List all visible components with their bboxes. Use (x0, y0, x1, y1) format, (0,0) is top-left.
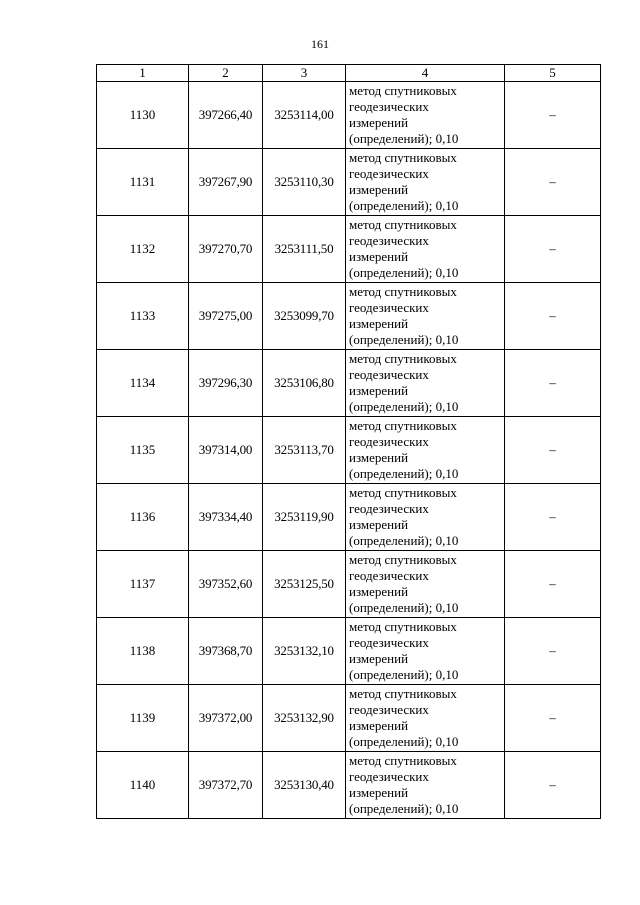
x-coordinate-cell: 397372,00 (189, 685, 263, 752)
x-coordinate-cell: 397267,90 (189, 149, 263, 216)
x-coordinate-cell: 397266,40 (189, 82, 263, 149)
table-row (97, 417, 601, 484)
x-coordinate-cell: 397275,00 (189, 283, 263, 350)
table-row (97, 551, 601, 618)
page-number: 161 (311, 37, 329, 51)
y-coordinate-cell: 3253130,40 (263, 752, 346, 819)
note-cell: – (505, 752, 601, 819)
y-coordinate-cell: 3253110,30 (263, 149, 346, 216)
method-cell: метод спутниковых геодезических измерений (определений); 0,10 (346, 752, 505, 819)
table-header-row (97, 65, 601, 82)
method-cell: метод спутниковых геодезических измерений (определений); 0,10 (346, 417, 505, 484)
table-row (97, 149, 601, 216)
table-row (97, 82, 601, 149)
x-coordinate-cell: 397270,70 (189, 216, 263, 283)
point-number-cell: 1136 (97, 484, 189, 551)
method-cell: метод спутниковых геодезических измерений (определений); 0,10 (346, 350, 505, 417)
y-coordinate-cell: 3253113,70 (263, 417, 346, 484)
x-coordinate-cell: 397314,00 (189, 417, 263, 484)
y-coordinate-cell: 3253132,10 (263, 618, 346, 685)
x-coordinate-cell: 397296,30 (189, 350, 263, 417)
table-row (97, 685, 601, 752)
method-cell: метод спутниковых геодезических измерений (определений); 0,10 (346, 216, 505, 283)
point-number-cell: 1139 (97, 685, 189, 752)
column-header-1: 1 (97, 65, 189, 82)
note-cell: – (505, 350, 601, 417)
method-cell: метод спутниковых геодезических измерений (определений); 0,10 (346, 685, 505, 752)
point-number-cell: 1135 (97, 417, 189, 484)
point-number-cell: 1140 (97, 752, 189, 819)
table-row (97, 283, 601, 350)
point-number-cell: 1133 (97, 283, 189, 350)
method-cell: метод спутниковых геодезических измерений (определений); 0,10 (346, 283, 505, 350)
note-cell: – (505, 149, 601, 216)
table-row (97, 216, 601, 283)
point-number-cell: 1138 (97, 618, 189, 685)
note-cell: – (505, 618, 601, 685)
coordinates-table (96, 64, 601, 819)
note-cell: – (505, 417, 601, 484)
y-coordinate-cell: 3253099,70 (263, 283, 346, 350)
y-coordinate-cell: 3253114,00 (263, 82, 346, 149)
column-header-3: 3 (263, 65, 346, 82)
method-cell: метод спутниковых геодезических измерений (определений); 0,10 (346, 149, 505, 216)
column-header-5: 5 (505, 65, 601, 82)
x-coordinate-cell: 397352,60 (189, 551, 263, 618)
point-number-cell: 1131 (97, 149, 189, 216)
x-coordinate-cell: 397368,70 (189, 618, 263, 685)
table-row (97, 618, 601, 685)
note-cell: – (505, 484, 601, 551)
table-row (97, 484, 601, 551)
note-cell: – (505, 216, 601, 283)
point-number-cell: 1132 (97, 216, 189, 283)
point-number-cell: 1137 (97, 551, 189, 618)
note-cell: – (505, 551, 601, 618)
note-cell: – (505, 82, 601, 149)
table-row (97, 350, 601, 417)
point-number-cell: 1130 (97, 82, 189, 149)
column-header-4: 4 (346, 65, 505, 82)
table-row (97, 752, 601, 819)
table-body (97, 82, 601, 819)
y-coordinate-cell: 3253132,90 (263, 685, 346, 752)
note-cell: – (505, 685, 601, 752)
x-coordinate-cell: 397334,40 (189, 484, 263, 551)
y-coordinate-cell: 3253111,50 (263, 216, 346, 283)
method-cell: метод спутниковых геодезических измерений (определений); 0,10 (346, 82, 505, 149)
point-number-cell: 1134 (97, 350, 189, 417)
y-coordinate-cell: 3253125,50 (263, 551, 346, 618)
method-cell: метод спутниковых геодезических измерений (определений); 0,10 (346, 551, 505, 618)
note-cell: – (505, 283, 601, 350)
column-header-2: 2 (189, 65, 263, 82)
x-coordinate-cell: 397372,70 (189, 752, 263, 819)
method-cell: метод спутниковых геодезических измерений (определений); 0,10 (346, 484, 505, 551)
y-coordinate-cell: 3253106,80 (263, 350, 346, 417)
y-coordinate-cell: 3253119,90 (263, 484, 346, 551)
method-cell: метод спутниковых геодезических измерений (определений); 0,10 (346, 618, 505, 685)
